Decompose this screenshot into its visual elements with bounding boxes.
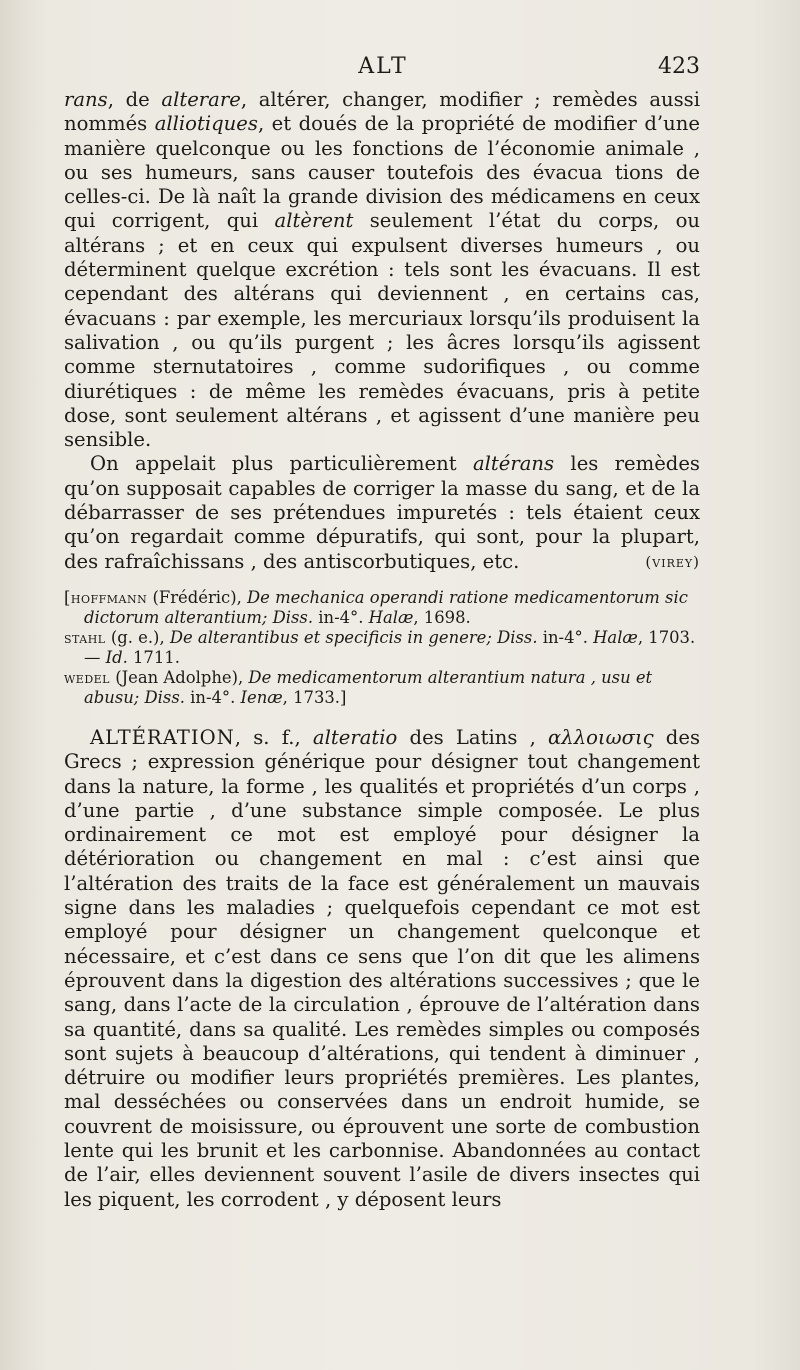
greek-term: αλλοιωσις [548, 725, 654, 749]
italic-term: altérans [472, 452, 555, 476]
reference-place: Ienæ [240, 687, 283, 707]
reference-author: [hoffmann [64, 587, 148, 607]
text-run: , altérer, changer, modifier ; remèdes aussi nommés [64, 88, 701, 136]
text-run: in-4°. [313, 607, 369, 627]
text-run: (g. e.), [105, 627, 170, 647]
reference-author: wedel [64, 667, 110, 687]
bibliography [64, 588, 700, 708]
entry-headword: ALTÉRATION [90, 725, 235, 749]
page-header [66, 54, 700, 84]
text-run: seulement l’état du corps, ou altérans ; et en ceux qui expulsent diverses humeurs , ou déterminent quelque excrétion : tels sont les évacuans. Il est cependant des altérans qui deviennent , en certains cas, évacuans : par exemple, les mercuriaux lorsqu’ils produisent la salivation , ou qu’ils purgent ; les âcres lorsqu’ils agissent comme sternutatoires , comme sudorifiques , ou comme diurétiques : de même les remèdes évacuans, pris à petite dose, sont seulement altérans , et agissent d’une manière peu sensible. [64, 209, 700, 452]
author-signature: (virey) [645, 552, 700, 571]
reference-wedel [64, 668, 700, 708]
text-run: , de [107, 88, 162, 111]
paragraph-alterans-history [64, 452, 700, 573]
running-head: ALT [358, 54, 408, 79]
text-run: , 1698. [413, 607, 471, 627]
text-run: des Latins , [397, 725, 549, 749]
italic-term: alterare [161, 88, 241, 111]
text-run: in-4°. [184, 687, 241, 707]
reference-ibid: Id. [105, 647, 128, 667]
reference-place: Halæ [368, 607, 414, 627]
italic-term: alliotiques [154, 112, 258, 136]
text-run: , 1703. — [84, 627, 696, 667]
text-run: , et doués de la propriété de modifier d’une manière quelconque ou les fonctions de l’économie animale , ou ses humeurs, sans causer toutefois des évacua tions de celles-ci. De là naît la grande division des médicamens en ceux qui corrigent, qui [64, 112, 700, 233]
reference-title: De alterantibus et specificis in genere; Diss. [169, 627, 538, 647]
text-run: les remèdes qu’on supposait capables de corriger la masse du sang, et de la débarrasser de ses prétendues impuretés : tels étaient ceux qu’on regardait comme dépuratifs, qui sont, pour la plupart, des rafraîchissans , des antiscorbutiques, etc. [64, 452, 700, 573]
reference-hoffmann [64, 588, 700, 628]
text-run: 1711. [127, 647, 180, 667]
paragraph-alterans-definition [64, 88, 700, 452]
text-run: (Jean Adolphe), [110, 667, 249, 687]
text-run: , s. f., [234, 725, 313, 749]
text-run: des Grecs ; expression générique pour désigner tout changement dans la nature, la forme , les qualités et propriétés d’un corps , d’une partie , d’une substance simple composée. Le plus ordinairement ce mot est employé pour désigner la détérioration ou changement en mal : c’est ainsi que l’altération des traits de la face est généralement un mauvais signe dans les maladies ; quelquefois cependant ce mot est employé pour désigner un changement quelconque et nécessaire, et c’est dans ce sens que l’on dit que les alimens éprouvent dans la digestion des altérations successives ; que le sang, dans l’acte de la circulation , éprouve de l’altération dans sa quantité, dans sa qualité. Les remèdes simples ou composés sont sujets à beaucoup d’altérations, qui tendent à diminuer , détruire ou modifier leurs propriétés premières. Les plantes, mal desséchées ou conservées dans un endroit humide, se couvrent de moisissure, ou éprouvent une sorte de combustion lente qui les brunit et les carbonnise. Abandonnées au contact de l’air, elles deviennent souvent l’asile de divers insectes qui les piquent, les corrodent , y déposent leurs [64, 725, 700, 1211]
reference-stahl [64, 628, 700, 668]
italic-term: altèrent [274, 209, 354, 233]
italic-term: rans [64, 88, 108, 111]
reference-title: De mechanica operandi ratione medicamentorum sic dictorum alterantium; Diss. [84, 587, 688, 627]
text-run: in-4°. [537, 627, 594, 647]
page-number: 423 [658, 54, 700, 79]
text-run: (Frédéric), [147, 587, 248, 607]
reference-place: Halæ [593, 627, 638, 647]
text-run: , 1733.] [282, 687, 347, 707]
reference-title: De medicamentorum alterantium natura , usu et abusu; Diss. [84, 667, 653, 707]
italic-term: alteratio [312, 725, 398, 749]
body-text [64, 88, 700, 1212]
text-run: On appelait plus particulièrement [90, 452, 473, 476]
reference-author: stahl [64, 627, 106, 647]
entry-alteration [64, 726, 700, 1212]
